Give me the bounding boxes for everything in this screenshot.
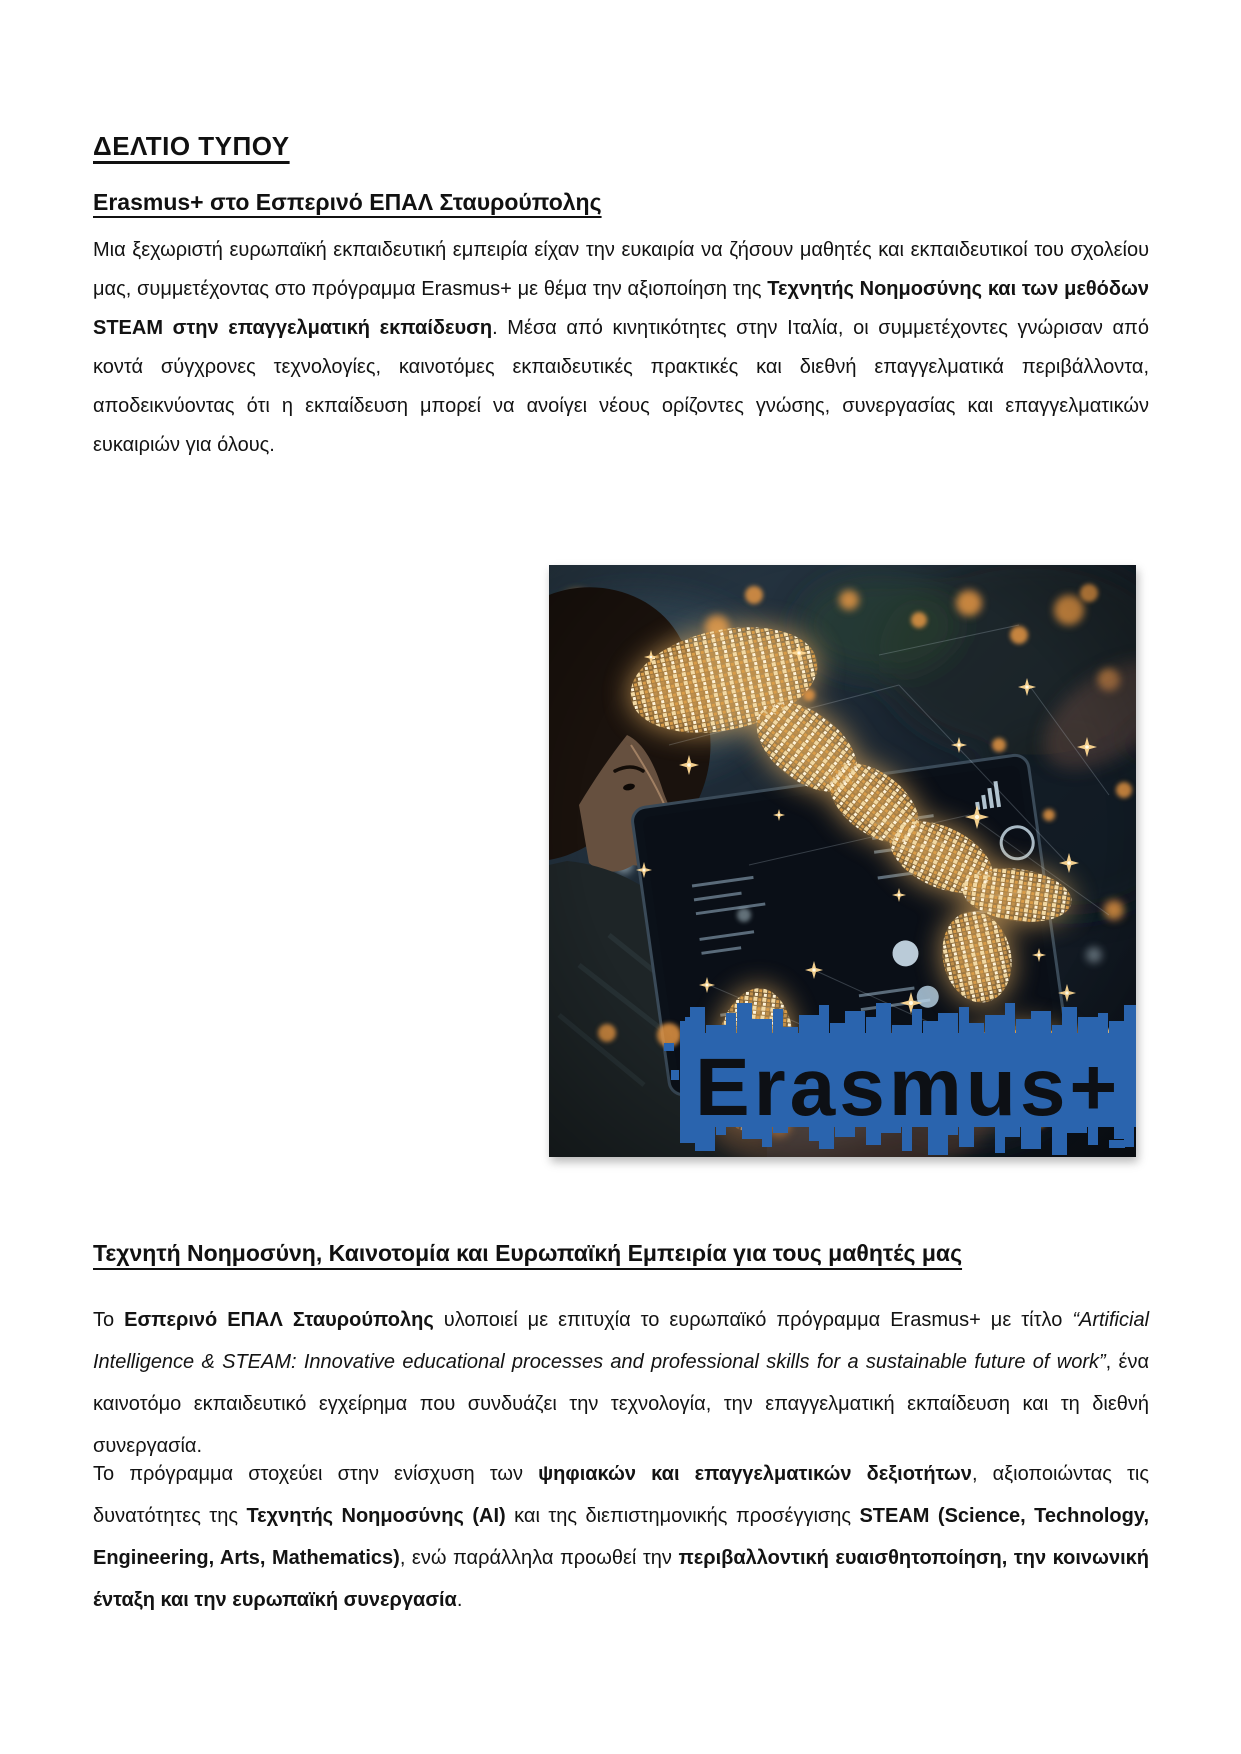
press-release-subtitle: Erasmus+ στο Εσπερινό ΕΠΑΛ Σταυρούπολης: [93, 189, 602, 215]
text-run: Τεχνητής Νοημοσύνης (AI): [246, 1505, 506, 1527]
text-run: .: [456, 1589, 463, 1611]
text-run: “Artificial Intelligence & STEAM: Innovative educational processes and professional skills for a sustainable future of work”: [93, 1309, 1150, 1373]
text-run: Μια ξεχωριστή ευρωπαϊκή εκπαιδευτική εμπειρία είχαν την ευκαιρία να ζήσουν μαθητές και εκπαιδευτικοί του σχολείου μας, συμμετέχοντας στο πρόγραμμα Erasmus+ με θέμα την αξιοποίηση της: [93, 239, 1149, 300]
page-title: ΔΕΛΤΙΟ ΤΥΠΟΥ: [93, 131, 290, 161]
program-paragraph: [93, 1299, 1149, 1467]
text-run: υλοποιεί με επιτυχία το ευρωπαϊκό πρόγραμμα Erasmus+ με τίτλο: [433, 1309, 1073, 1331]
text-run: Το πρόγραμμα στοχεύει στην ενίσχυση των: [93, 1463, 539, 1485]
text-run: . Μέσα από κινητικότητες στην Ιταλία, οι συμμετέχοντες γνώρισαν από κοντά σύγχρονες τεχνολογίες, καινοτόμες εκπαιδευτικές πρακτικές και διεθνή επαγγελματικά περιβάλλοντα, αποδεικνύοντας ότι η εκπαίδευση μπορεί να ανοίγει νέους ορίζοντες γνώσης, συνεργασίας και επαγγελματικών ευκαιριών για όλους.: [93, 317, 1149, 456]
text-run: και της διεπιστημονικής προσέγγισης: [505, 1505, 860, 1527]
text-run: , αξιοποιώντας τις δυνατότητες της: [93, 1463, 1150, 1527]
text-run: Τεχνητής Νοημοσύνης και των μεθόδων STEAM στην επαγγελματική εκπαίδευση: [93, 278, 1149, 339]
section-heading: Τεχνητή Νοημοσύνη, Καινοτομία και Ευρωπαϊκή Εμπειρία για τους μαθητές μας: [93, 1240, 963, 1266]
text-run: ψηφιακών και επαγγελματικών δεξιοτήτων: [538, 1463, 972, 1485]
press-photo-illustration: [549, 565, 1136, 1157]
erasmus-logo-text: Erasmus+: [695, 1042, 1122, 1133]
goals-paragraph: [93, 1453, 1149, 1621]
text-run: Εσπερινό ΕΠΑΛ Σταυρούπολης: [124, 1309, 434, 1331]
text-run: περιβαλλοντική ευαισθητοποίηση, την κοινωνική ένταξη και την ευρωπαϊκή συνεργασία: [93, 1547, 1149, 1611]
text-run: , ενώ παράλληλα προωθεί την: [399, 1547, 679, 1569]
erasmus-logo: [664, 1003, 1136, 1155]
press-photo: [549, 565, 1136, 1157]
text-run: STEAM (Science, Technology, Engineering, Arts, Mathematics): [93, 1505, 1149, 1569]
text-run: Το: [93, 1309, 125, 1331]
text-run: , ένα καινοτόμο εκπαιδευτικό εγχείρημα που συνδυάζει την τεχνολογία, την επαγγελματική εκπαίδευση και τη διεθνή συνεργασία.: [93, 1351, 1150, 1457]
intro-paragraph: [93, 231, 1149, 465]
